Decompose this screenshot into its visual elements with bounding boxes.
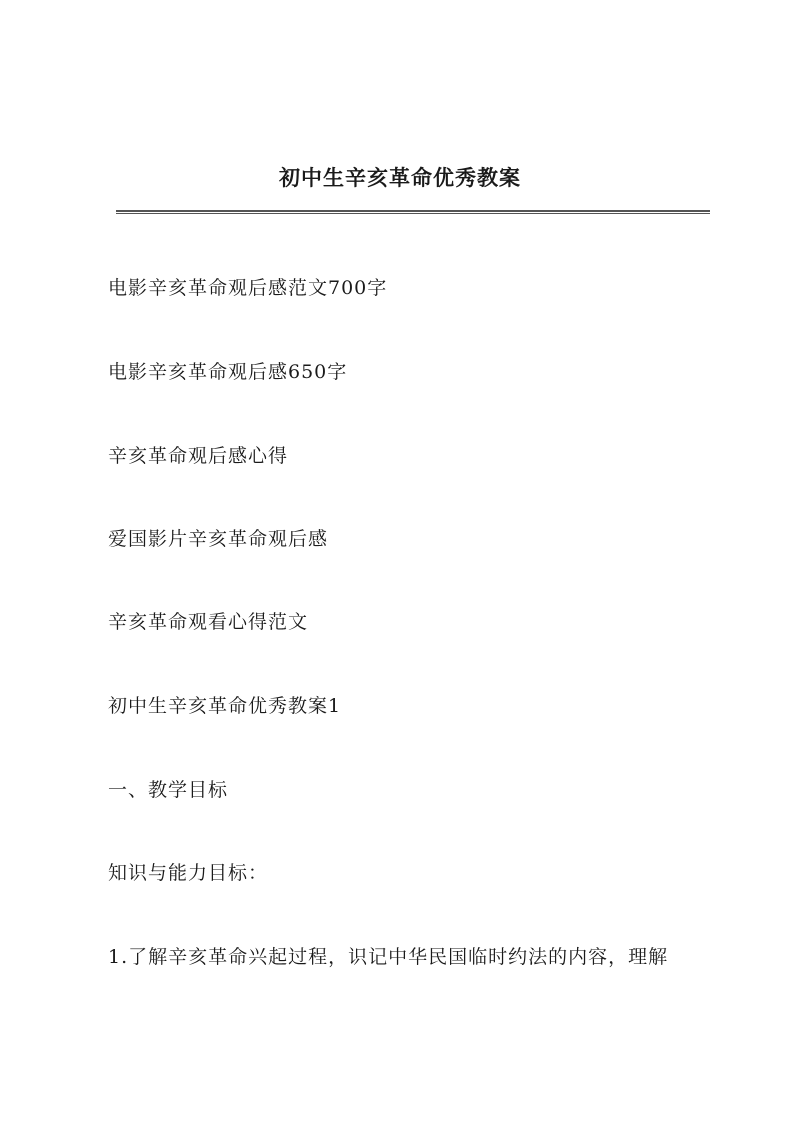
document-title: 初中生辛亥革命优秀教案 <box>279 165 521 190</box>
toc-link-4: 爱国影片辛亥革命观后感 <box>108 528 329 550</box>
subheading-teaching-goals: 一、教学目标 <box>108 779 229 801</box>
subheading-knowledge-goals: 知识与能力目标： <box>108 862 269 884</box>
section-heading: 初中生辛亥革命优秀教案1 <box>108 695 342 717</box>
body-paragraph: 1.了解辛亥革命兴起过程，识记中华民国临时约法的内容，理解 <box>108 946 669 968</box>
toc-link-1: 电影辛亥革命观后感范文700字 <box>108 277 388 299</box>
title-divider <box>116 210 710 214</box>
toc-link-2: 电影辛亥革命观后感650字 <box>108 361 348 383</box>
toc-link-3: 辛亥革命观后感心得 <box>108 445 289 467</box>
toc-link-5: 辛亥革命观看心得范文 <box>108 611 309 633</box>
